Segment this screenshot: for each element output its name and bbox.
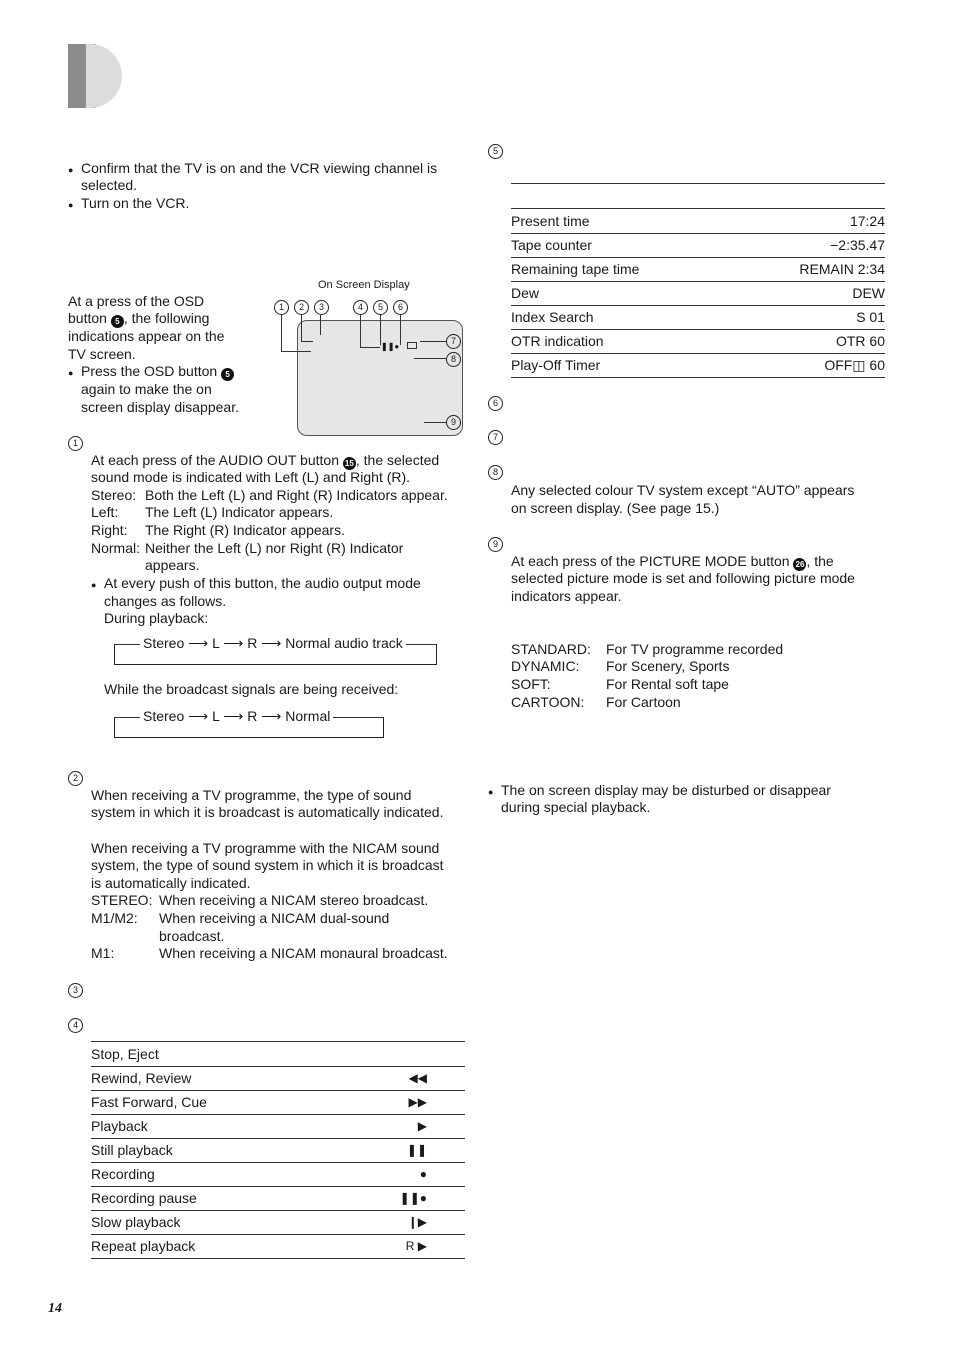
item-8-marker: 8 [488, 465, 503, 480]
def-m1m2-term: M1/M2: [91, 910, 138, 926]
osd-info-value: DEW [852, 285, 885, 301]
def-stereo-term: STEREO: [91, 892, 153, 908]
mode-left-term: Left: [91, 504, 119, 520]
pm-cartoon-desc: For Cartoon [606, 694, 681, 710]
tape-status-row [91, 1090, 465, 1115]
osd-screen-tape-icon [407, 342, 417, 349]
tape-status-row [91, 1210, 465, 1235]
flow-1-text: Stereo ⟶ L ⟶ R ⟶ Normal audio track [140, 635, 406, 653]
diagram-marker-4: 4 [353, 300, 368, 315]
mode-normal-cont: appears. [145, 557, 200, 573]
diagram-marker-7: 7 [446, 334, 461, 349]
item-2-p2-3: is automatically indicated. [91, 875, 251, 891]
audio-out-button-mark: 15 [343, 457, 356, 470]
osd-info-value: S 01 [856, 309, 885, 325]
item-4-marker: 4 [68, 1018, 83, 1033]
item-1-intro-2: sound mode is indicated with Left (L) and Right (R). [91, 469, 411, 485]
osd-info-value: 17:24 [849, 213, 885, 229]
osd-info-label: Present time [511, 213, 590, 229]
diagram-marker-6: 6 [393, 300, 408, 315]
osd-info-value: OTR 60 [835, 333, 885, 349]
item-5-marker: 5 [488, 144, 503, 159]
osd-info-row [511, 281, 885, 306]
diagram-marker-5: 5 [373, 300, 388, 315]
osd-info-row [511, 209, 885, 234]
tape-status-value: ● [419, 1167, 427, 1181]
prep-bullet-2: ● Turn on the VCR. [81, 195, 189, 213]
osd-info-row [511, 305, 885, 330]
def-m1m2-desc: When receiving a NICAM dual-sound [159, 910, 390, 926]
prep-bullet-1-cont: selected. [81, 177, 138, 193]
diagram-marker-9: 9 [446, 415, 461, 430]
osd-intro-line-1: At a press of the OSD [68, 293, 205, 309]
osd-info-label: Dew [511, 285, 540, 301]
osd-info-value: REMAIN 2:34 [799, 261, 885, 277]
tape-status-row [91, 1162, 465, 1187]
mode-normal-term: Normal: [91, 540, 141, 556]
osd-intro-line-4: TV screen. [68, 346, 136, 362]
osd-info-label: Play-Off Timer [511, 357, 601, 373]
pm-dynamic-term: DYNAMIC: [511, 658, 580, 674]
tape-status-value: R ▶ [405, 1239, 427, 1253]
mode-stereo-term: Stereo: [91, 487, 137, 503]
header-tab-rounded [86, 44, 122, 108]
osd-info-label: Remaining tape time [511, 261, 640, 277]
note-line-2: during special playback. [501, 799, 651, 815]
def-stereo-desc: When receiving a NICAM stereo broadcast. [159, 892, 429, 908]
osd-info-row [511, 233, 885, 258]
tape-status-value: ▶ [417, 1119, 427, 1133]
tape-status-label: Slow playback [91, 1214, 181, 1230]
page-number: 14 [48, 1301, 62, 1316]
item-2-p2-2: system, the type of sound system in which it is broadcast [91, 857, 444, 873]
item-9-intro-2: selected picture mode is set and following picture mode [511, 570, 855, 586]
picture-mode-button-mark: 26 [793, 558, 806, 571]
push-note-2: changes as follows. [104, 593, 227, 609]
osd-info-label: OTR indication [511, 333, 604, 349]
tape-status-label: Rewind, Review [91, 1070, 192, 1086]
pm-soft-desc: For Rental soft tape [606, 676, 729, 692]
push-note-3: During playback: [104, 610, 209, 626]
tape-status-value: ❚❚ [406, 1143, 427, 1157]
def-m1m2-cont: broadcast. [159, 928, 225, 944]
tape-status-row [91, 1042, 465, 1067]
item-9-intro-1: At each press of the PICTURE MODE button 26 , the [511, 553, 834, 569]
tape-status-row [91, 1234, 465, 1259]
mode-left-desc: The Left (L) Indicator appears. [145, 504, 334, 520]
item-2-p1-1: When receiving a TV programme, the type of sound [91, 787, 412, 803]
item-2-p1-2: system in which it is broadcast is automatically indicated. [91, 804, 444, 820]
tape-status-row [91, 1114, 465, 1139]
tape-status-row [91, 1066, 465, 1091]
broadcast-note: While the broadcast signals are being received: [104, 681, 399, 697]
tape-status-value: ▶▶ [408, 1095, 427, 1109]
osd-intro-line-2: button 5 , the following [68, 310, 210, 326]
tape-status-value: ◀◀ [408, 1071, 427, 1085]
tape-status-label: Recording pause [91, 1190, 197, 1206]
def-m1-term: M1: [91, 945, 115, 961]
osd-info-value: −2:35.47 [830, 237, 885, 253]
pm-soft-term: SOFT: [511, 676, 551, 692]
item-6-marker: 6 [488, 396, 503, 411]
item-2-marker: 2 [68, 771, 83, 786]
tape-status-value: ❙▶ [407, 1215, 427, 1229]
tape-status-row [91, 1186, 465, 1211]
mode-stereo-desc: Both the Left (L) and Right (R) Indicators appear. [145, 487, 448, 503]
push-note-1: ● At every push of this button, the audio output mode [104, 575, 421, 593]
item-3-marker: 3 [68, 983, 83, 998]
osd-bullet-line-2: again to make the on [81, 381, 212, 397]
osd-screen-rec-pause-icon: ❚❚● [381, 342, 400, 351]
note-line-1: ● The on screen display may be disturbed or disappear [501, 782, 831, 800]
tape-status-label: Recording [91, 1166, 155, 1182]
mode-normal-desc: Neither the Left (L) nor Right (R) Indicator [145, 540, 404, 556]
tape-status-label: Still playback [91, 1142, 173, 1158]
osd-info-value: OFF◫ 60 [824, 357, 885, 373]
osd-intro-line-3: indications appear on the [68, 328, 225, 344]
item-8-line-1: Any selected colour TV system except “AUTO” appears [511, 482, 855, 498]
tape-status-label: Fast Forward, Cue [91, 1094, 207, 1110]
diagram-marker-3: 3 [314, 300, 329, 315]
osd-info-row [511, 329, 885, 354]
osd-button-mark: 5 [111, 315, 124, 328]
tape-status-label: Playback [91, 1118, 148, 1134]
osd-bullet-line-1: ● Press the OSD button 5 [81, 363, 234, 381]
item-7-marker: 7 [488, 430, 503, 445]
osd-bullet-line-3: screen display disappear. [81, 399, 239, 415]
item-9-intro-3: indicators appear. [511, 588, 622, 604]
pm-cartoon-term: CARTOON: [511, 694, 585, 710]
tape-status-value: ❚❚● [399, 1191, 427, 1205]
item-8-line-2: on screen display. (See page 15.) [511, 500, 720, 516]
item-1-intro-1: At each press of the AUDIO OUT button 15 , the selected [91, 452, 440, 468]
prep-bullet-1: ● Confirm that the TV is on and the VCR viewing channel is [81, 160, 437, 178]
osd-info-row [511, 257, 885, 282]
flow-2-text: Stereo ⟶ L ⟶ R ⟶ Normal [140, 708, 333, 726]
osd-button-mark-2: 5 [221, 368, 234, 381]
item-1-marker: 1 [68, 436, 83, 451]
item-9-marker: 9 [488, 537, 503, 552]
osd-info-row [511, 353, 885, 378]
osd-info-label: Tape counter [511, 237, 592, 253]
def-m1-desc: When receiving a NICAM monaural broadcast. [159, 945, 448, 961]
pm-standard-desc: For TV programme recorded [606, 641, 784, 657]
tape-status-label: Stop, Eject [91, 1046, 159, 1062]
tape-status-label: Repeat playback [91, 1238, 196, 1254]
mode-right-term: Right: [91, 522, 128, 538]
diagram-caption: On Screen Display [318, 279, 410, 291]
diagram-marker-2: 2 [294, 300, 309, 315]
mode-right-desc: The Right (R) Indicator appears. [145, 522, 345, 538]
item-2-p2-1: When receiving a TV programme with the NICAM sound [91, 840, 440, 856]
diagram-marker-8: 8 [446, 352, 461, 367]
diagram-marker-1: 1 [274, 300, 289, 315]
pm-standard-term: STANDARD: [511, 641, 591, 657]
tape-status-row [91, 1138, 465, 1163]
pm-dynamic-desc: For Scenery, Sports [606, 658, 730, 674]
osd-info-label: Index Search [511, 309, 594, 325]
